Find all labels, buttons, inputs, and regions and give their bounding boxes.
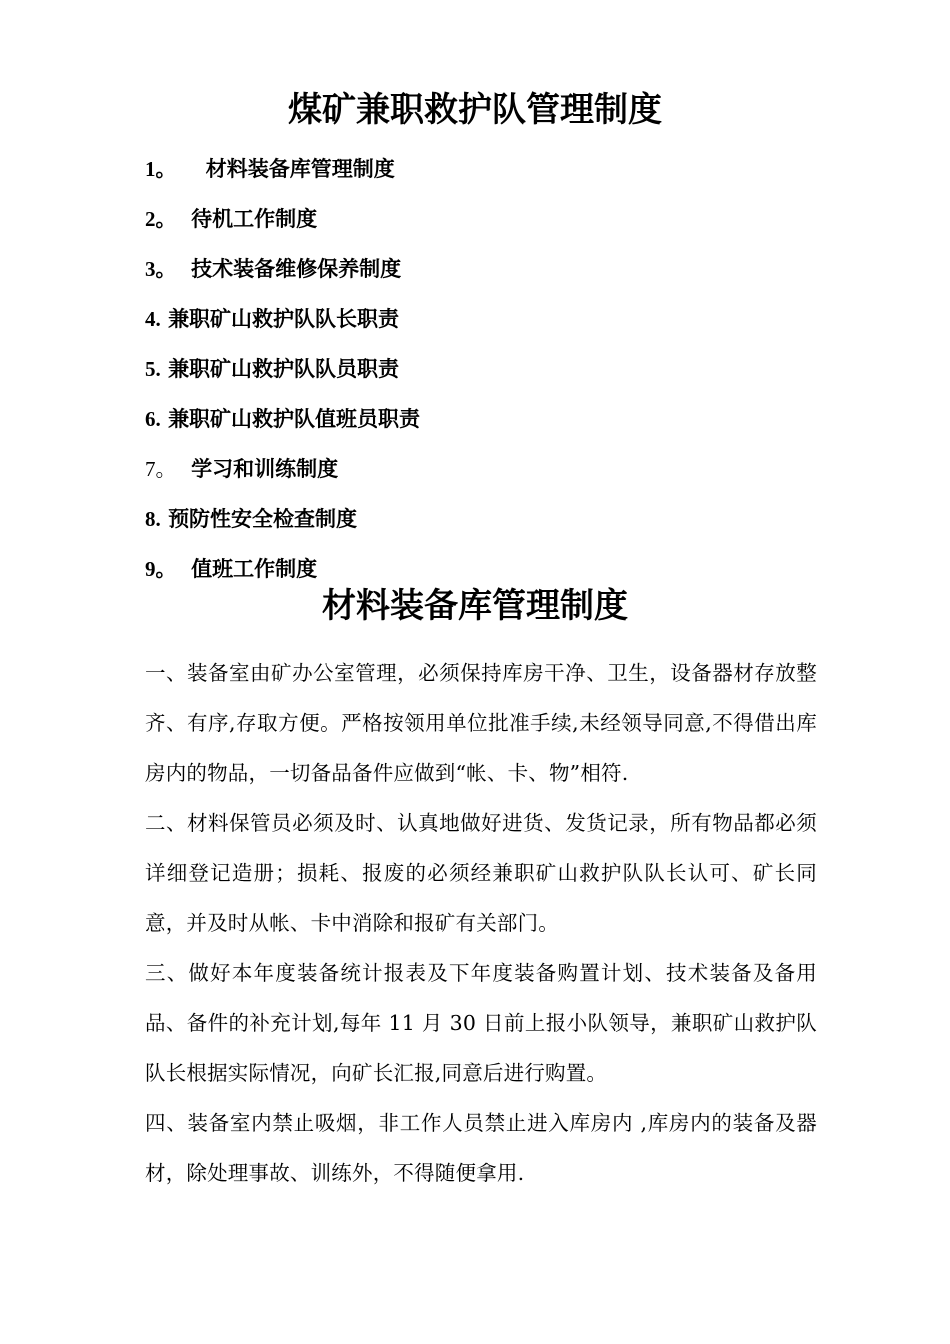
toc-item-number: 1。 [145, 157, 177, 181]
toc-item-number: 5. [145, 357, 161, 381]
toc-item-number: 2。 [145, 207, 177, 231]
section-paragraph: 二、材料保管员必须及时、认真地做好进货、发货记录，所有物品都必须详细登记造册；损耗、报废的必须经兼职矿山救护队队长认可、矿长同意，并及时从帐、卡中消除和报矿有关部门。 [145, 811, 817, 935]
toc-item [145, 202, 845, 252]
toc-item [145, 402, 845, 452]
toc-item-separator [177, 207, 192, 231]
toc-item-number: 8. [145, 507, 161, 531]
section-body [145, 648, 817, 1198]
toc-item-number: 4. [145, 307, 161, 331]
toc-item-number: 3。 [145, 257, 177, 281]
toc-item [145, 502, 845, 552]
toc-item-label: 技术装备维修保养制度 [191, 257, 402, 281]
toc-item-label: 值班工作制度 [191, 557, 318, 581]
toc-item-label: 待机工作制度 [191, 207, 318, 231]
section-title: 材料装备库管理制度 [322, 586, 628, 626]
toc-item-label: 兼职矿山救护队队长职责 [168, 307, 400, 331]
table-of-contents [145, 152, 845, 602]
section-paragraph: 三、做好本年度装备统计报表及下年度装备购置计划、技术装备及备用品、备件的补充计划,每年 11 月 30 日前上报小队领导，兼职矿山救护队队长根据实际情况，向矿长汇报,同意后进行购置。 [145, 961, 817, 1085]
toc-item [145, 252, 845, 302]
toc-item-separator [161, 407, 168, 431]
toc-item-separator [161, 357, 168, 381]
toc-item-separator [161, 507, 168, 531]
section-paragraph: 四、装备室内禁止吸烟，非工作人员禁止进入库房内 ,库房内的装备及器材，除处理事故、训练外，不得随便拿用. [145, 1111, 817, 1185]
toc-item-number: 6. [145, 407, 161, 431]
toc-item-label: 材料装备库管理制度 [205, 157, 395, 181]
toc-item-separator [177, 557, 192, 581]
toc-item [145, 152, 845, 202]
toc-item-separator [177, 257, 192, 281]
toc-item-label: 学习和训练制度 [191, 457, 339, 481]
toc-item-separator [177, 157, 206, 181]
toc-item [145, 352, 845, 402]
toc-item-label: 兼职矿山救护队值班员职责 [168, 407, 421, 431]
toc-item-number: 9。 [145, 557, 177, 581]
section-paragraph: 一、装备室由矿办公室管理，必须保持库房干净、卫生，设备器材存放整齐、有序,存取方便。严格按领用单位批准手续,未经领导同意,不得借出库房内的物品，一切备品备件应做到“帐、卡、物”相符. [145, 661, 817, 785]
toc-item-separator [161, 307, 168, 331]
toc-item-label: 兼职矿山救护队队员职责 [168, 357, 400, 381]
toc-item [145, 452, 845, 502]
toc-item [145, 302, 845, 352]
document-title: 煤矿兼职救护队管理制度 [288, 90, 662, 130]
toc-item-label: 预防性安全检查制度 [168, 507, 358, 531]
toc-item-separator [177, 457, 192, 481]
toc-item-number: 7。 [145, 457, 177, 481]
